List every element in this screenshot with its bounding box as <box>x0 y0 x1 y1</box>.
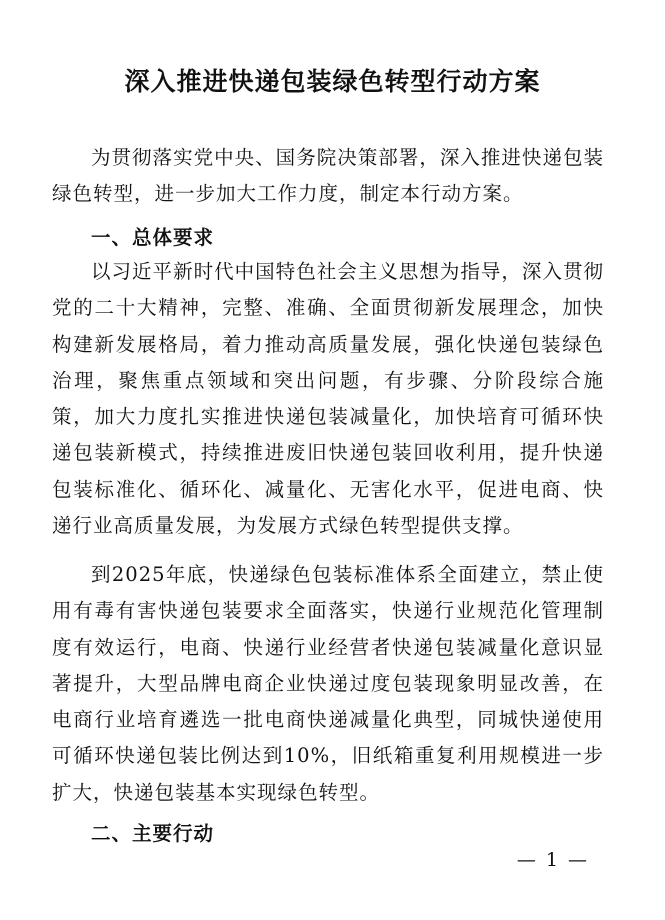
document-title: 深入推进快递包装绿色转型行动方案 <box>124 67 541 96</box>
section-heading-main-actions: 二、主要行动 <box>91 822 215 845</box>
targets-paragraph: 到2025年底，快递绿色包装标准体系全面建立，禁止使用有毒有害快递包装要求全面落实，快递行业规范化管理制度有效运行，电商、快递行业经营者快递包装减量化意识显著提升，大型品牌电商企业快递过度包装现象明显改善，在电商行业培育遴选一批电商快递减量化典型，同城快递使用可循环快递包装比例达到10%，旧纸箱重复利用规模进一步扩大，快递包装基本实现绿色转型。 <box>52 563 604 804</box>
intro-paragraph: 为贯彻落实党中央、国务院决策部署，深入推进快递包装绿色转型，进一步加大工作力度，制定本行动方案。 <box>52 146 604 206</box>
general-requirements-paragraph: 以习近平新时代中国特色社会主义思想为指导，深入贯彻党的二十大精神，完整、准确、全面贯彻新发展理念，加快构建新发展格局，着力推动高质量发展，强化快递包装绿色治理，聚焦重点领域和突出问题，有步骤、分阶段综合施策，加大力度扎实推进快递包装减量化，加快培育可循环快递包装新模式，持续推进废旧快递包装回收利用，提升快递包装标准化、循环化、减量化、无害化水平，促进电商、快递行业高质量发展，为发展方式绿色转型提供支撑。 <box>52 260 604 538</box>
page-number: — 1 — <box>516 849 589 871</box>
section-heading-general-requirements: 一、总体要求 <box>91 226 215 249</box>
